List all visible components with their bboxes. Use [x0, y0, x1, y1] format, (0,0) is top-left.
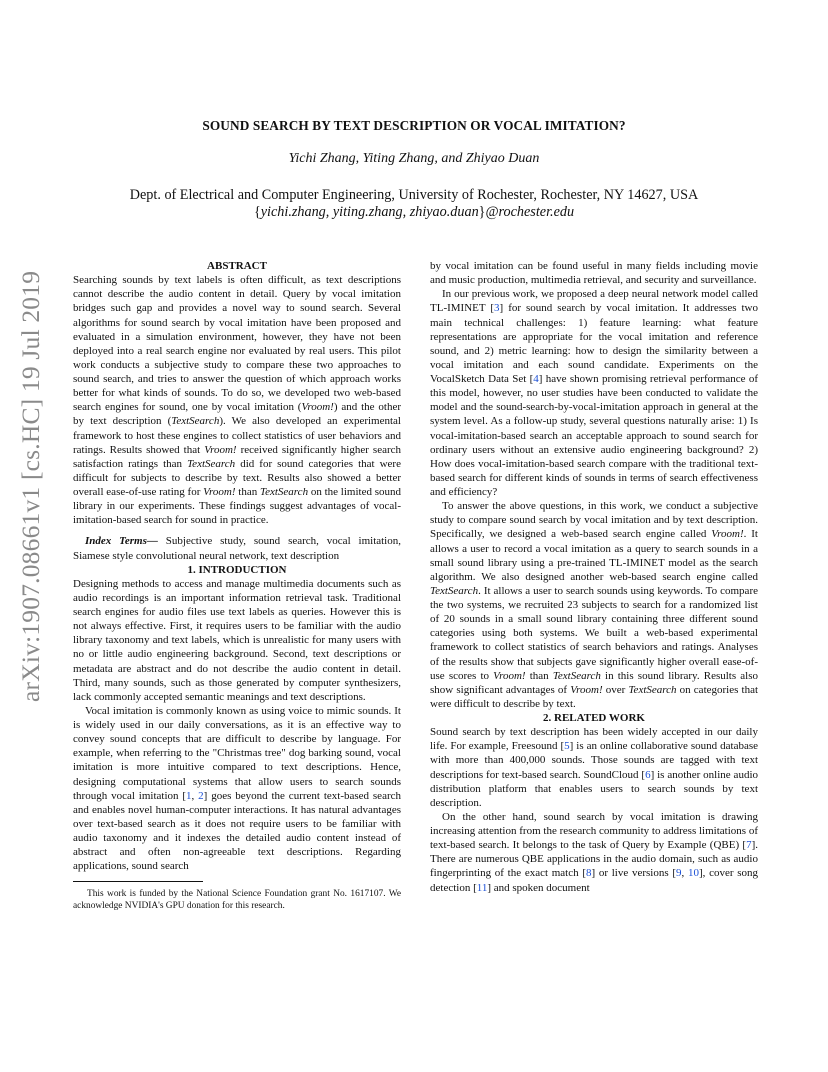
intro-paragraph-3: by vocal imitation can be found useful in many fields including movie and music production, multimedia retrieval, and security and surveillance. [430, 260, 758, 287]
arxiv-identifier: arXiv:1907.08661v1 [cs.HC] 19 Jul 2019 [16, 270, 45, 702]
citation-link[interactable]: 4 [533, 373, 539, 385]
vroom-name: Vroom! [204, 443, 237, 456]
section-2-heading: 2. RELATED WORK [543, 712, 645, 724]
affiliation-line: Dept. of Electrical and Computer Engineering, University of Rochester, Rochester, NY 14627, USA [129, 187, 699, 203]
vroom-name: Vroom! [203, 486, 236, 498]
related-paragraph-1: Sound search by text description has been widely accepted in our daily life. For example, Freesound [5] is an online collaborative sound database with more than 400,000 sounds. Those sounds are tagged with text descriptions for text-based search. SoundCloud [6] is another online audio distribution platform that enables users to search sounds by text description. [430, 726, 758, 809]
citation-link[interactable]: 5 [564, 740, 570, 753]
vroom-name: Vroom! [493, 669, 526, 682]
citation-link[interactable]: 10 [687, 867, 699, 880]
textsearch-name: TextSearch [260, 486, 309, 498]
abstract-text: Searching sounds by text labels is often difficult, as text descriptions cannot describe the audio content in detail. Query by vocal imitation bridges such gap and provides a novel way to sound search. Several algorithms for sound search by vocal imitation have been proposed and evaluated in a simulation environment, however, they have not been deployed into a real search engine nor evaluated by real users. This pilot work conducts a subjective study to compare these two approaches to sound search, and tries to answer the question of which approach works better for what kinds of sounds. To do so, we developed two web-based search engines for sound, one by vocal imitation (Vroom!) and the other by text description (TextSearch). We also developed an experimental framework to host these engines to collect statistics of user behaviors and ratings. Results showed that Vroom! received significantly higher search satisfaction ratings than TextSearch did for sound categories that were difficult for subjects to describe by text. Results also showed a better overall ease-of-use rating for Vroom! than TextSearch on the limited sound library in our experiments. These findings suggest advantages of vocal-imitation-based search for sound in practice. [73, 274, 402, 527]
footnote: This work is funded by the National Science Foundation grant No. 1617107. We acknowledge NVIDIA's GPU donation for this research. [73, 889, 401, 912]
paper-title: SOUND SEARCH BY TEXT DESCRIPTION OR VOCAL IMITATION? [202, 118, 626, 133]
section-1-heading: 1. INTRODUCTION [187, 563, 287, 576]
citation-link[interactable]: 3 [494, 302, 500, 315]
textsearch-name: TextSearch [171, 415, 220, 428]
vroom-name: Vroom! [301, 401, 334, 414]
citation-link[interactable]: 7 [746, 839, 752, 852]
related-paragraph-2: On the other hand, sound search by vocal imitation is drawing increasing attention from the research community to address limitations of text-based search. It belongs to the task of Query by Example (QBE) [7]. There are numerous QBE applications in the audio domain, such as audio fingerprinting of the exact match [8] or live versions [9, 10], cover song detection [11] and spoken document [430, 810, 759, 894]
index-terms: Index Terms— Subjective study, sound search, vocal imitation, Siamese style convolutional neural network, text description [73, 535, 401, 562]
intro-paragraph-1: Designing methods to access and manage multimedia documents such as audio recordings is an important information retrieval task. Traditional search engines for audio files use text labels as queries. However this is not always effective. First, it requires users to be familiar with the audio library taxonomy and text labels, which is unrealistic for many users with no or little audio engineering background. Second, text descriptions or metadata are abstract and do not describe the audio content in detail. Third, many sounds, such as those generated by computer synthesizers, lack commonly accepted semantic meanings and text descriptions. [73, 577, 401, 703]
textsearch-name: TextSearch [430, 584, 479, 597]
vroom-name: Vroom! [711, 528, 744, 541]
brace-open: { [253, 204, 261, 220]
email-line [0, 204, 828, 221]
citation-link[interactable]: 1 [186, 789, 192, 802]
paper-authors: Yichi Zhang, Yiting Zhang, and Zhiyao Duan [288, 151, 540, 166]
textsearch-name: TextSearch [187, 457, 236, 470]
vroom-name: Vroom! [570, 683, 603, 696]
citation-link[interactable]: 6 [645, 768, 651, 781]
citation-link[interactable]: 2 [198, 789, 204, 802]
intro-paragraph-5: To answer the above questions, in this work, we conduct a subjective study to compare sound search by vocal imitation and by text description. Specifically, we designed a web-based search engine called Vroom!. It allows a user to record a vocal imitation as a query to search sounds in a small sound library using a pre-trained TL-IMINET model as the search algorithm. We also designed another web-based search engine called TextSearch. It allows a user to search sounds using keywords. To compare the two systems, we recruited 23 subjects to search for a randomized list of 20 sounds in a small sound library containing three different sound categories using both systems. We built a web-based experimental framework to collect statistics of search behaviors and ratings. Analyses of the results show that subjects gave significantly higher overall ease-of-use scores to Vroom! than TextSearch in this sound library. Results also show significant advantages of Vroom! over TextSearch on categories that were difficult to describe by text. [430, 500, 759, 710]
left-column [73, 259, 401, 912]
citation-link[interactable]: 8 [586, 867, 592, 880]
textsearch-name: TextSearch [552, 669, 601, 682]
email-names: yichi.zhang, yiting.zhang, zhiyao.duan [260, 204, 479, 220]
intro-paragraph-2: Vocal imitation is commonly known as using voice to mimic sounds. It is widely used in our daily conversations, as it is an effective way to convey sound concepts that are difficult to describe by language. For example, when referring to the "Christmas tree" dog barking sound, vocal imitation is more intuitive compared to text descriptions. Hence, designing computational systems that allow users to search sounds through vocal imitation [1, 2] goes beyond the current text-based search and enables novel human-computer interactions. It has natural advantages over text-based search as it does not require users to be familiar with audio taxonomy and it indexes the detailed audio content instead of abstract and often non-agreeable text descriptions. Regarding applications, sound search [73, 704, 401, 873]
index-terms-label: Index Terms— [85, 535, 158, 548]
footnote-divider [73, 881, 203, 882]
brace-close: } [478, 204, 486, 220]
email-domain: @rochester.edu [485, 204, 575, 220]
citation-link[interactable]: 9 [676, 867, 682, 880]
right-column [430, 259, 758, 895]
abstract-heading: ABSTRACT [207, 260, 267, 272]
textsearch-name: TextSearch [628, 683, 677, 696]
paper-affiliation [0, 187, 828, 221]
intro-paragraph-4: In our previous work, we proposed a deep neural network model called TL-IMINET [3] for sound search by vocal imitation. It addresses two main technical challenges: 1) feature learning: what feature representations are appropriate for the vocal imitation and reference sound, and 2) metric learning: how to design the similarity between a vocal imitation and each sound candidate. Experiments on the VocalSketch Data Set [4] have shown promising retrieval performance of this model, however, no user studies have been conducted to validate the model and the sound-search-by-vocal-imitation approach in general at the system level. As a follow-up study, several questions naturally arise: 1) Is vocal-imitation-based search an acceptable approach to sound search for ordinary users without an extensive audio engineering background? 2) How does vocal-imitation-based search compare with the traditional text-based search for different kinds of sounds in terms of search effectiveness and efficiency? [430, 288, 758, 498]
citation-link[interactable]: 11 [476, 881, 488, 894]
